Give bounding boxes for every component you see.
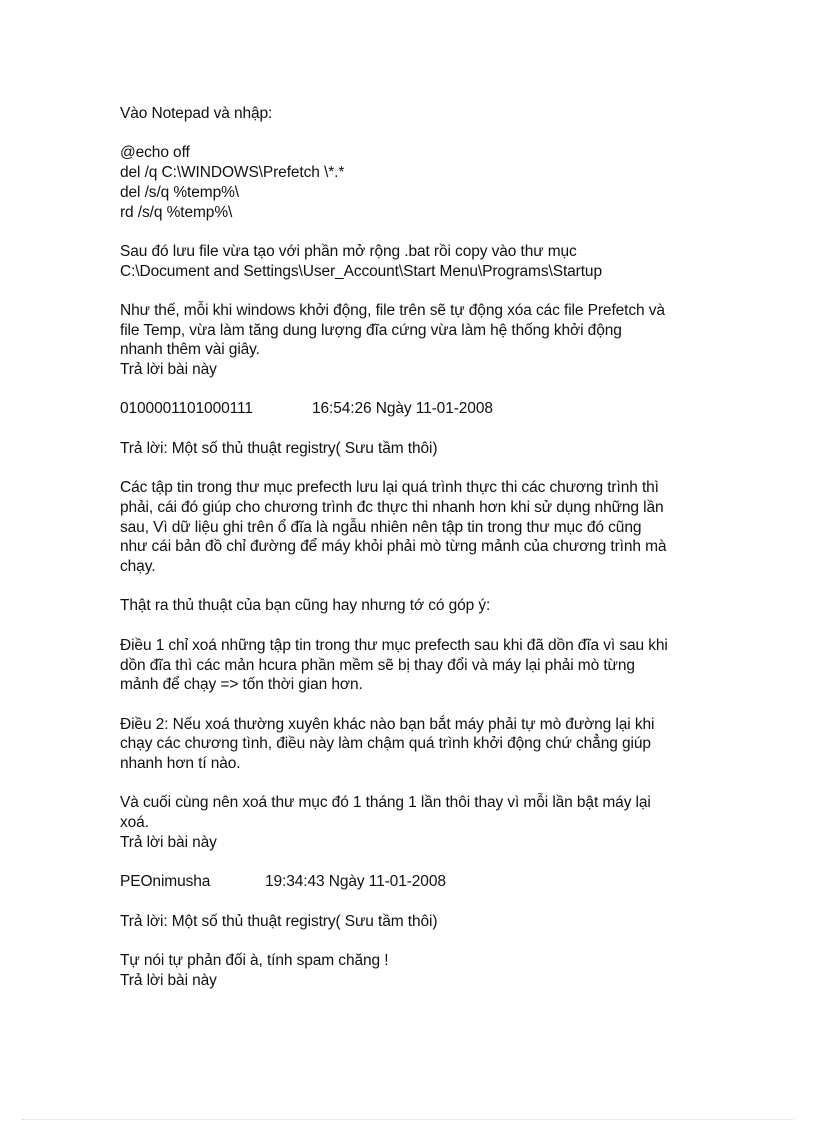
post-meta xyxy=(120,399,720,419)
post-subject: Trả lời: Một số thủ thuật registry( Sưu tầm thôi) xyxy=(120,912,438,930)
text-line: phải, cái đó giúp cho chương trình đc thực thi nhanh hơn khi sử dụng những lần xyxy=(120,498,664,516)
code-line: del /q C:\WINDOWS\Prefetch \*.* xyxy=(120,164,345,182)
text-line: file Temp, vừa làm tăng dung lượng đĩa cứng vừa làm hệ thống khởi động xyxy=(120,321,622,339)
result-paragraph xyxy=(120,301,720,380)
post-timestamp: 19:34:43 Ngày 11-01-2008 xyxy=(265,873,446,891)
text-line: nhanh hơn tí nào. xyxy=(120,755,241,773)
post-author: PEOnimusha xyxy=(120,873,211,891)
text-line: Điều 2: Nếu xoá thường xuyên khác nào bạn bắt máy phải tự mò đường lại khi xyxy=(120,715,655,733)
text-line: chạy các chương tình, điều này làm chậm quá trình khởi động chứ chẳng giúp xyxy=(120,735,651,753)
reply-link[interactable]: Trả lời bài này xyxy=(120,361,217,379)
text-line: Và cuối cùng nên xoá thư mục đó 1 tháng 1 lần thôi thay vì mỗi lần bật máy lại xyxy=(120,794,651,812)
document-body xyxy=(120,104,720,1010)
post-paragraph xyxy=(120,596,720,616)
post-subject-block xyxy=(120,912,720,932)
text-line: Điều 1 chỉ xoá những tập tin trong thư mục prefecth sau khi đã dồn đĩa vì sau khi xyxy=(120,636,668,654)
text-line: Các tập tin trong thư mục prefecth lưu lại quá trình thực thi các chương trình thì xyxy=(120,479,659,497)
text-line: Tự nói tự phản đối à, tính spam chăng ! xyxy=(120,952,389,970)
code-line: del /s/q %temp%\ xyxy=(120,183,240,201)
text-line: sau, Vì dữ liệu ghi trên ổ đĩa là ngẫu nhiên nên tập tin trong thư mục đó cũng xyxy=(120,518,642,536)
post-paragraph xyxy=(120,793,720,852)
post-timestamp: 16:54:26 Ngày 11-01-2008 xyxy=(312,400,493,418)
text-line: xoá. xyxy=(120,814,149,832)
post-author: 0100001101000111 xyxy=(120,400,253,418)
text-line: dồn đĩa thì các mản hcura phần mềm sẽ bị thay đổi và máy lại phải mò từng xyxy=(120,656,635,674)
intro-paragraph xyxy=(120,104,720,124)
reply-link[interactable]: Trả lời bài này xyxy=(120,833,217,851)
post-header xyxy=(120,399,720,419)
post-meta xyxy=(120,872,720,892)
intro-text: Vào Notepad và nhập: xyxy=(120,105,273,122)
post-subject: Trả lời: Một số thủ thuật registry( Sưu tầm thôi) xyxy=(120,439,438,457)
post-paragraph xyxy=(120,478,720,577)
text-line: như cái bản đồ chỉ đường để máy khỏi phải mò từng mảnh của chương trình mà xyxy=(120,538,667,556)
text-line: mảnh để chạy => tốn thời gian hơn. xyxy=(120,676,363,694)
page-bottom-divider xyxy=(22,1119,794,1120)
batch-code xyxy=(120,143,720,222)
code-line: @echo off xyxy=(120,144,190,162)
text-line: Như thế, mỗi khi windows khởi động, file trên sẽ tự động xóa các file Prefetch và xyxy=(120,301,665,319)
save-instructions xyxy=(120,242,720,281)
text-line: chạy. xyxy=(120,558,156,576)
text-line: nhanh thêm vài giây. xyxy=(120,341,260,359)
post-paragraph xyxy=(120,636,720,695)
post-subject-block xyxy=(120,439,720,459)
post-header xyxy=(120,872,720,892)
code-line: rd /s/q %temp%\ xyxy=(120,203,233,221)
text-line: Sau đó lưu file vừa tạo với phần mở rộng .bat rồi copy vào thư mục xyxy=(120,242,577,260)
reply-link[interactable]: Trả lời bài này xyxy=(120,971,217,989)
post-paragraph xyxy=(120,715,720,774)
post-paragraph xyxy=(120,951,720,990)
startup-path: C:\Document and Settings\User_Account\Start Menu\Programs\Startup xyxy=(120,262,602,280)
text-line: Thật ra thủ thuật của bạn cũng hay nhưng tớ có góp ý: xyxy=(120,597,491,615)
